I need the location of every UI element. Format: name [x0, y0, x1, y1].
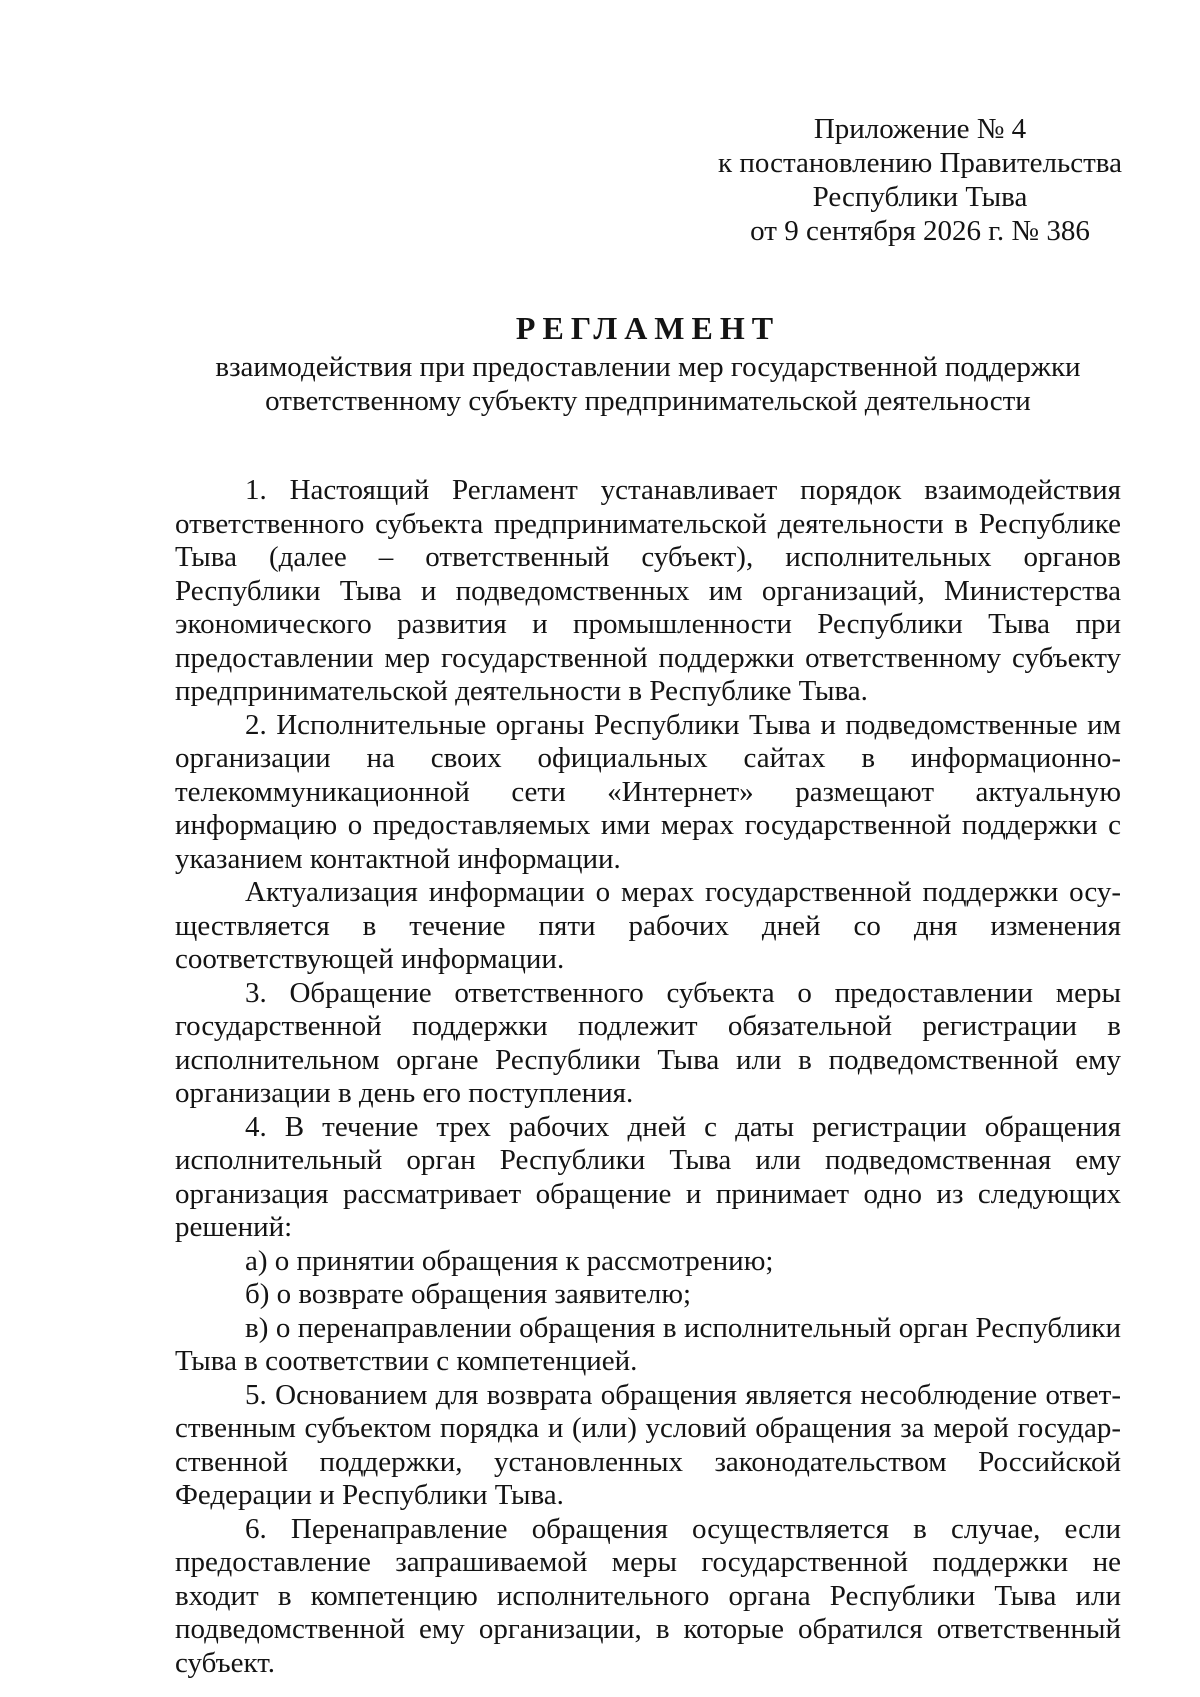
list-item-c: в) о перенаправлении обращения в исполнительный орган Республики Тыва в соответствии с компетенцией. — [175, 1311, 1121, 1377]
appendix-date: от 9 сентября 2026 г. № 386 — [750, 215, 1090, 247]
list-item-b: б) о возврате обращения заявителю; — [245, 1278, 692, 1310]
appendix-issuer: Республики Тыва — [812, 181, 1028, 213]
paragraph-5: 5. Основанием для возврата обращения является несоблюдение ответственным субъектом порядка и (или) условий обращения за мерой государственной поддержки, установленных законодательством Российской Федерации и Республики Тыва. — [175, 1378, 1121, 1511]
document-body — [175, 474, 1121, 1680]
paragraph-3: 3. Обращение ответственного субъекта о предоставлении меры государственной поддержки подлежит обязательной регистрации в исполнительном органе Республики Тыва или в подведомственной ему организации в день его поступления. — [175, 976, 1121, 1109]
appendix-number: Приложение № 4 — [813, 113, 1027, 145]
paragraph-2: 2. Исполнительные органы Республики Тыва и подведомственные им организации на своих официальных сайтах в информационно- телекоммуникационной сети «Интернет» размещают актуальную информацию о предоставляемых ими мерах государственной поддержки с указанием контактной информации. — [175, 708, 1121, 875]
paragraph-4: 4. В течение трех рабочих дней с даты регистрации обращения исполнительный орган Республики Тыва или подведомственная ему организация рассматривает обращение и принимает одно из следующих решений: — [175, 1110, 1121, 1243]
document-subtitle: взаимодействия при предоставлении мер государственной поддержки ответственному субъекту предпринимательской деятельности — [215, 351, 1081, 417]
document-title: РЕГЛАМЕНТ — [515, 310, 781, 346]
title-block — [175, 308, 1121, 418]
list-item-a: а) о принятии обращения к рассмотрению; — [245, 1244, 774, 1277]
paragraph-2-update: Актуализация информации о мерах государственной поддержки осуществляется в течение пяти рабочих дней со дня изменения соответствующей информации. — [175, 876, 1121, 975]
appendix-reference: к постановлению Правительства — [718, 147, 1122, 179]
paragraph-1: 1. Настоящий Регламент устанавливает порядок взаимодействия ответственного субъекта предпринимательской деятельности в Республике Тыва (далее – ответственный субъект), исполнительных органов Республики Тыва и подведомственных им организаций, Министерства экономического развития и промышленности Республики Тыва при предоставлении мер государственной поддержки ответственному субъекту предпринимательской деятельности в Республике Тыва. — [175, 474, 1121, 707]
appendix-header — [700, 112, 1140, 248]
paragraph-6: 6. Перенаправление обращения осуществляется в случае, если предоставление запрашиваемой меры государственной поддержки не входит в компетенцию исполнительного органа Республики Тыва или подведомственной ему организации, в которые обратился ответственный субъект. — [175, 1512, 1121, 1679]
